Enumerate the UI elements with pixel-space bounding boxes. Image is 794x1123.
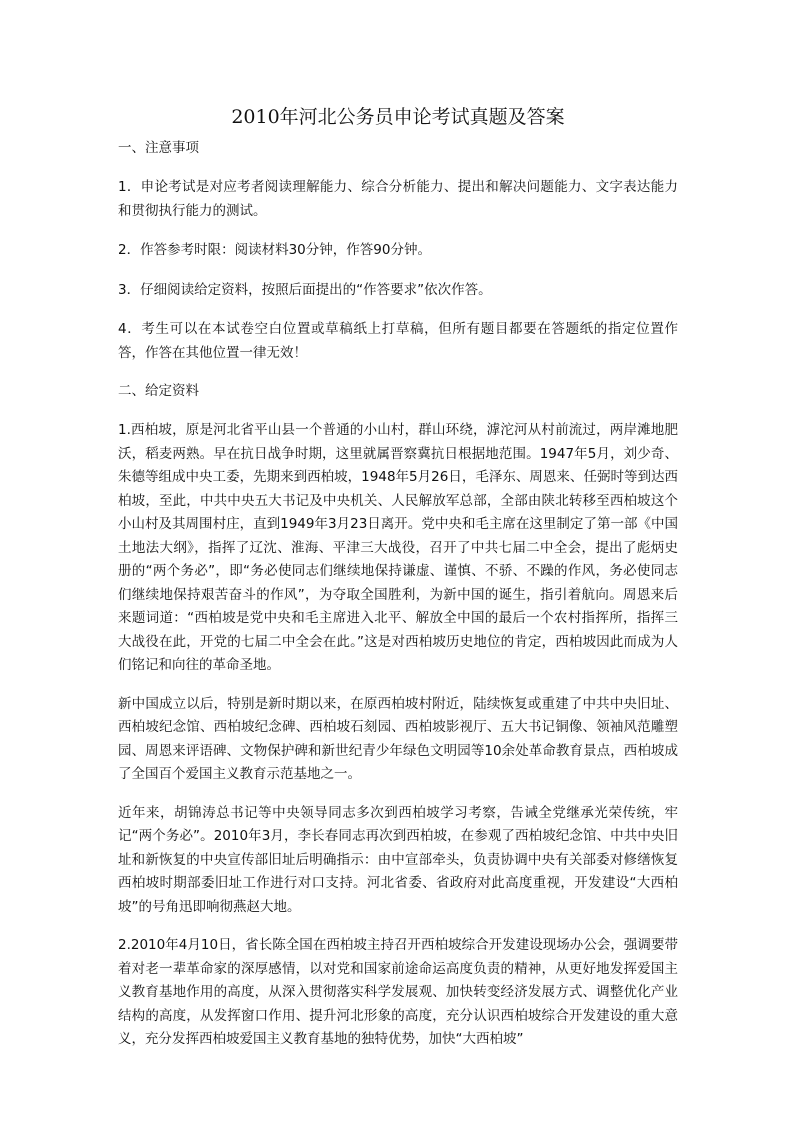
note-item: 1．申论考试是对应考者阅读理解能力、综合分析能力、提出和解决问题能力、文字表达能力和贯彻执行能力的测试。 [118, 179, 678, 219]
note-item: 2．作答参考时限：阅读材料30分钟，作答90分钟。 [118, 242, 431, 258]
material-paragraph: 新中国成立以后，特别是新时期以来，在原西柏坡村附近，陆续恢复或重建了中共中央旧址、西柏坡纪念馆、西柏坡纪念碑、西柏坡石刻园、西柏坡影视厅、五大书记铜像、领袖风范雕塑园、周恩来评语碑、文物保护碑和新世纪青少年绿色文明园等10余处革命教育景点，西柏坡成了全国百个爱国主义教育示范基地之一。 [118, 695, 678, 782]
document-title: 2010年河北公务员申论考试真题及答案 [231, 106, 565, 128]
material-paragraph: 1.西柏坡，原是河北省平山县一个普通的小山村，群山环绕，滹沱河从村前流过，两岸滩地肥沃，稻麦两熟。早在抗日战争时期，这里就属晋察冀抗日根据地范围。1947年5月，刘少奇、朱德等组成中央工委，先期来到西柏坡，1948年5月26日，毛泽东、周恩来、任弼时等到达西柏坡，至此，中共中央五大书记及中央机关、人民解放军总部，全部由陕北转移至西柏坡这个小山村及其周围村庄，直到1949年3月23日离开。党中央和毛主席在这里制定了第一部《中国土地法大纲》，指挥了辽沈、淮海、平津三大战役，召开了中共七届二中全会，提出了彪炳史册的“两个务必”，即“务必使同志们继续地保持谦虚、谨慎、不骄、不躁的作风，务必使同志们继续地保持艰苦奋斗的作风”，为夺取全国胜利，为新中国的诞生，指引着航向。周恩来后来题词道：“西柏坡是党中央和毛主席进入北平、解放全中国的最后一个农村指挥所，指挥三大战役在此，开党的七届二中全会在此。”这是对西柏坡历史地位的肯定，西柏坡因此而成为人们铭记和向往的革命圣地。 [118, 422, 678, 673]
material-paragraph: 2.2010年4月10日，省长陈全国在西柏坡主持召开西柏坡综合开发建设现场办公会，强调要带着对老一辈革命家的深厚感情，以对党和国家前途命运高度负责的精神，从更好地发挥爱国主义教育基地作用的高度，从深入贯彻落实科学发展观、加快转变经济发展方式、调整优化产业结构的高度，从发挥窗口作用、提升河北形象的高度，充分认识西柏坡综合开发建设的重大意义，充分发挥西柏坡爱国主义教育基地的独特优势，加快“大西柏坡” [118, 937, 678, 1047]
section-heading-notes: 一、注意事项 [118, 140, 199, 156]
note-item: 4．考生可以在本试卷空白位置或草稿纸上打草稿，但所有题目都要在答题纸的指定位置作答，作答在其他位置一律无效！ [118, 321, 678, 361]
note-item: 3．仔细阅读给定资料，按照后面提出的“作答要求”依次作答。 [118, 281, 492, 298]
section-heading-materials: 二、给定资料 [118, 383, 199, 399]
material-paragraph: 近年来，胡锦涛总书记等中央领导同志多次到西柏坡学习考察，告诫全党继承光荣传统，牢记“两个务必”。2010年3月，李长春同志再次到西柏坡，在参观了西柏坡纪念馆、中共中央旧址和新恢复的中央宣传部旧址后明确指示：由中宣部牵头，负责协调中央有关部委对修缮恢复西柏坡时期部委旧址工作进行对口支持。河北省委、省政府对此高度重视，开发建设“大西柏坡”的号角迅即响彻燕赵大地。 [118, 804, 678, 915]
document-page [118, 104, 678, 1067]
